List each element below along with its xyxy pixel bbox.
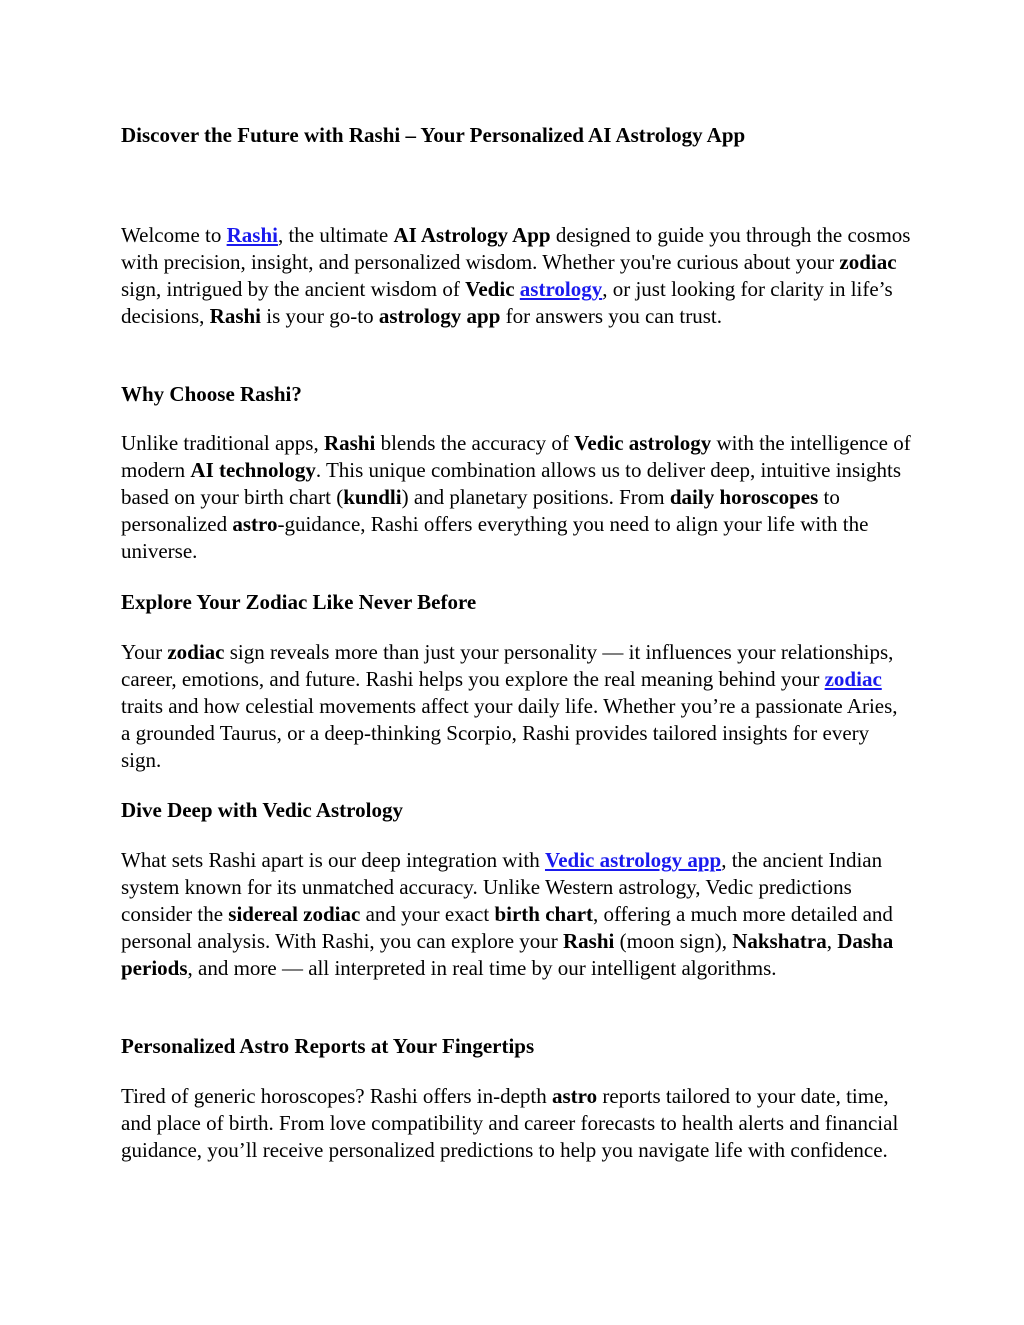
why-paragraph	[121, 430, 911, 565]
section-heading-reports: Personalized Astro Reports at Your Fingertips	[121, 1034, 535, 1058]
bold-text: Rashi	[323, 431, 376, 455]
bold-text: astro	[232, 512, 278, 536]
document-title: Discover the Future with Rashi – Your Personalized AI Astrology App	[121, 123, 746, 147]
rashi-link[interactable]: Rashi	[226, 223, 278, 247]
text: What sets Rashi apart is our deep integration with	[121, 848, 545, 872]
dive-paragraph	[121, 847, 911, 982]
bold-text: astro	[551, 1084, 598, 1108]
bold-text: AI technology	[190, 458, 316, 482]
text: , or just looking for clarity in life’s decisions,	[121, 277, 893, 328]
bold-text: Nakshatra	[732, 929, 827, 953]
text: (moon sign),	[614, 929, 733, 953]
bold-text: birth chart	[494, 902, 594, 926]
text: for answers you can trust.	[500, 304, 723, 328]
bold-text: Vedic	[465, 277, 515, 301]
bold-text: astrology app	[378, 304, 501, 328]
bold-text: zodiac	[839, 250, 897, 274]
text: ,	[826, 929, 838, 953]
text: reports tailored to your date, time, and place of birth. From love compatibility and career forecasts to health alerts and financial guidance, you’ll receive personalized predictions to help you navigate life with confidence.	[121, 1084, 899, 1162]
intro-paragraph	[121, 222, 911, 330]
vedic-astrology-app-link[interactable]: Vedic astrology app	[544, 848, 722, 872]
bold-text: kundli	[343, 485, 402, 509]
section-heading-explore: Explore Your Zodiac Like Never Before	[121, 590, 477, 614]
bold-text: zodiac	[167, 640, 225, 664]
astrology-link[interactable]: astrology	[519, 277, 603, 301]
bold-text: Rashi	[209, 304, 262, 328]
bold-text: Dasha periods	[121, 929, 894, 980]
text: with the intelligence of modern	[121, 431, 911, 482]
bold-text: Rashi	[563, 929, 615, 953]
text: sign, intrigued by the ancient wisdom of	[121, 277, 466, 301]
text: Tired of generic horoscopes? Rashi offers in-depth	[121, 1084, 552, 1108]
text: is your go-to	[261, 304, 379, 328]
text: Your	[121, 640, 168, 664]
text: , the ultimate	[277, 223, 394, 247]
text: traits and how celestial movements affect your daily life. Whether you’re a passionate Aries, a grounded Taurus, or a deep-thinking Scorpio, Rashi provides tailored insights for every sign.	[121, 694, 898, 772]
text: ) and planetary positions. From	[401, 485, 670, 509]
text: Welcome to	[121, 223, 227, 247]
bold-text: AI Astrology App	[393, 223, 551, 247]
section-heading-dive: Dive Deep with Vedic Astrology	[121, 798, 403, 822]
text: designed to guide you through the cosmos with precision, insight, and personalized wisdom. Whether you're curious about your	[121, 223, 911, 274]
text: -guidance, Rashi offers everything you need to align your life with the universe.	[121, 512, 869, 563]
text: and your exact	[360, 902, 495, 926]
section-heading-why: Why Choose Rashi?	[121, 382, 302, 406]
text: , and more — all interpreted in real time by our intelligent algorithms.	[187, 956, 777, 980]
reports-paragraph	[121, 1083, 911, 1164]
explore-paragraph	[121, 639, 911, 774]
text: Unlike traditional apps,	[121, 431, 324, 455]
text: , the ancient Indian system known for its unmatched accuracy. Unlike Western astrology, Vedic predictions consider the	[121, 848, 883, 926]
text: , offering a much more detailed and personal analysis. With Rashi, you can explore your	[121, 902, 893, 953]
bold-text: daily horoscopes	[669, 485, 819, 509]
text: to personalized	[121, 485, 840, 536]
text: . This unique combination allows us to deliver deep, intuitive insights based on your birth chart (	[121, 458, 902, 509]
zodiac-link[interactable]: zodiac	[824, 667, 882, 691]
text: sign reveals more than just your personality — it influences your relationships, career, emotions, and future. Rashi helps you explore the real meaning behind your	[121, 640, 894, 691]
text: blends the accuracy of	[375, 431, 575, 455]
bold-text: Vedic astrology	[574, 431, 712, 455]
bold-text: sidereal zodiac	[228, 902, 361, 926]
